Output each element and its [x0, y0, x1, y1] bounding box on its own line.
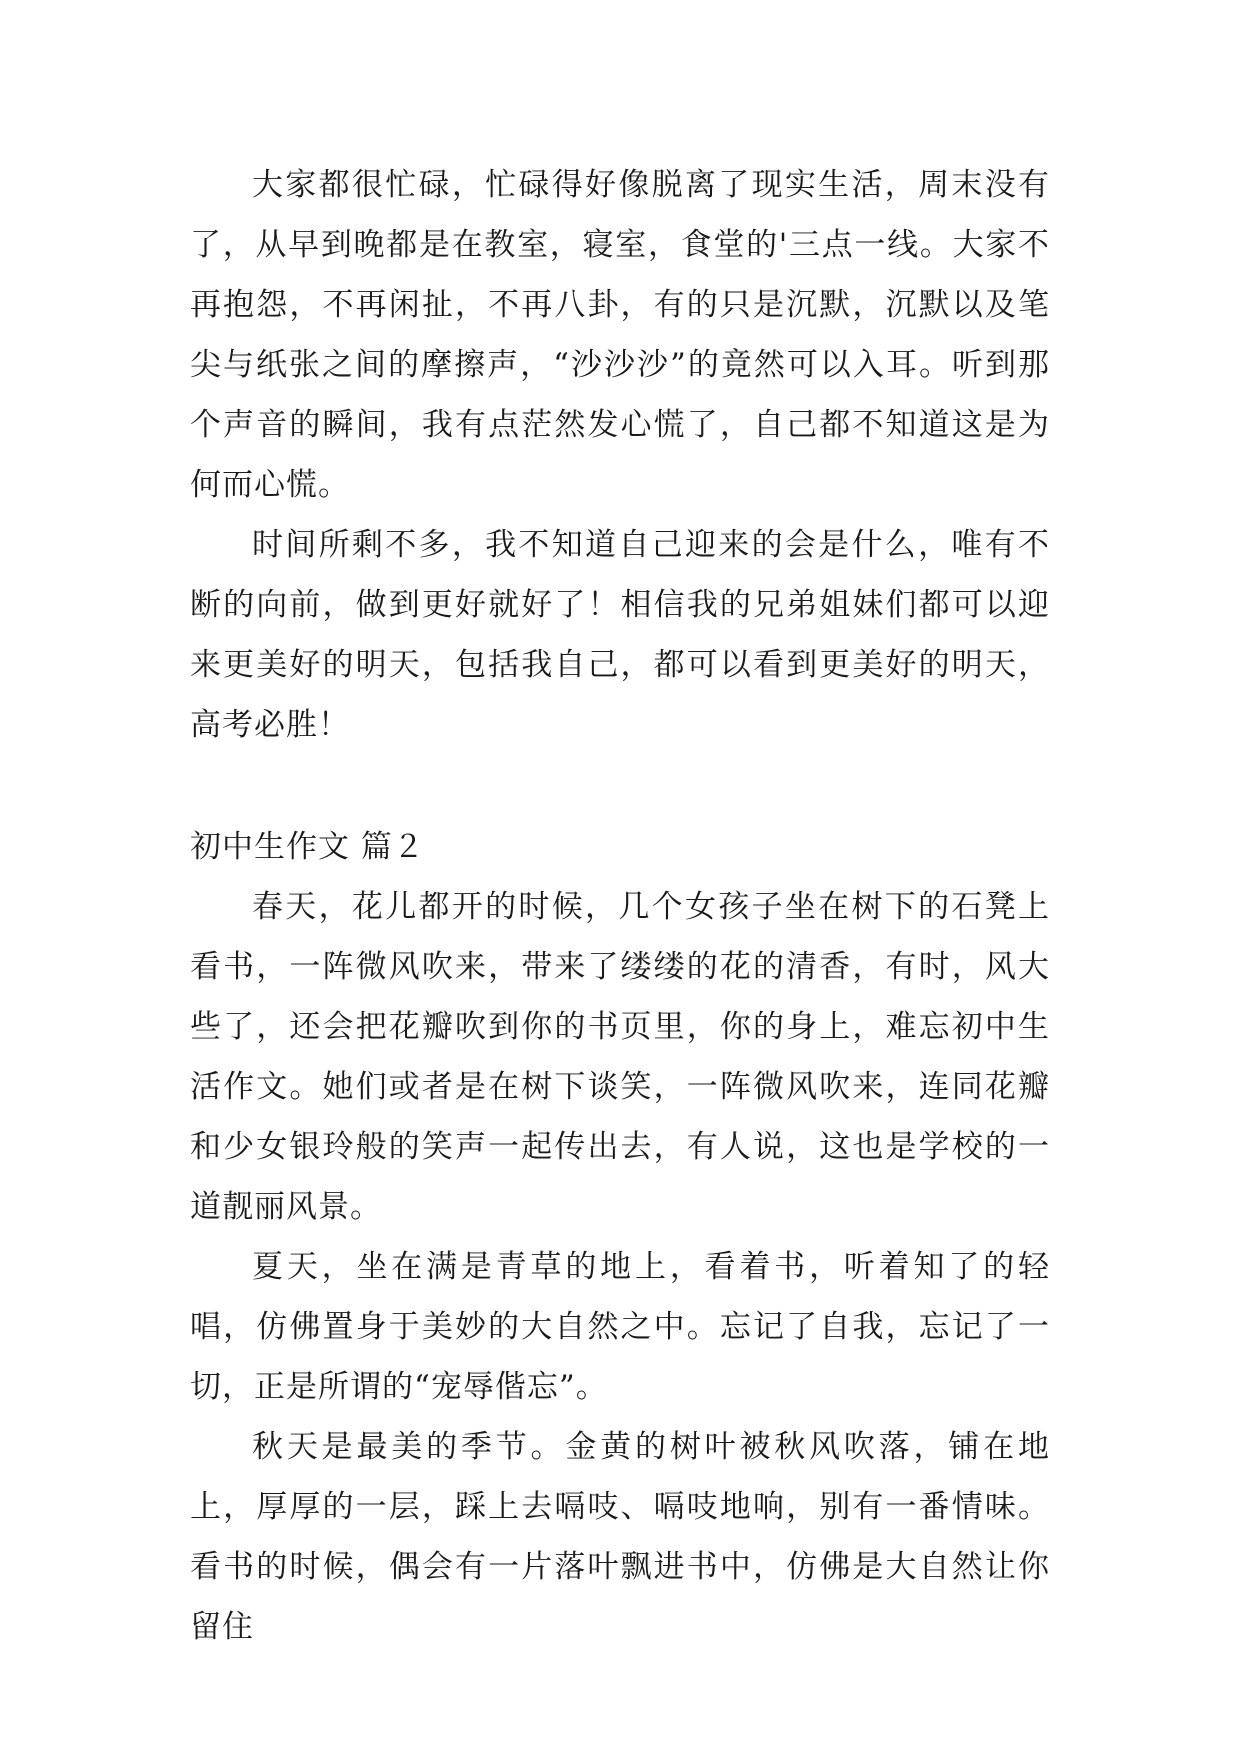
document-body [190, 155, 1050, 1657]
paragraph: 秋天是最美的季节。金黄的树叶被秋风吹落，铺在地上，厚厚的一层，踩上去嗝吱、嗝吱地响，别有一番情味。看书的时候，偶会有一片落叶飘进书中，仿佛是大自然让你留住 [190, 1429, 1050, 1645]
paragraph: 时间所剩不多，我不知道自己迎来的会是什么，唯有不断的向前，做到更好就好了！相信我的兄弟姐妹们都可以迎来更美好的明天，包括我自己，都可以看到更美好的明天，高考必胜！ [190, 527, 1050, 743]
paragraph: 春天，花儿都开的时候，几个女孩子坐在树下的石凳上看书，一阵微风吹来，带来了缕缕的花的清香，有时，风大些了，还会把花瓣吹到你的书页里，你的身上，难忘初中生活作文。她们或者是在树下谈笑，一阵微风吹来，连同花瓣和少女银玲般的笑声一起传出去，有人说，这也是学校的一道靓丽风景。 [190, 889, 1050, 1225]
section-heading: 初中生作文 篇２ [190, 829, 425, 865]
paragraph: 大家都很忙碌，忙碌得好像脱离了现实生活，周末没有了，从早到晚都是在教室，寝室，食堂的'三点一线。大家不再抱怨，不再闲扯，不再八卦，有的只是沉默，沉默以及笔尖与纸张之间的摩擦声，“沙沙沙”的竟然可以入耳。听到那个声音的瞬间，我有点茫然发心慌了，自己都不知道这是为何而心慌。 [190, 167, 1050, 503]
paragraph: 夏天，坐在满是青草的地上，看着书，听着知了的轻唱，仿佛置身于美妙的大自然之中。忘记了自我，忘记了一切，正是所谓的“宠辱偕忘”。 [190, 1249, 1050, 1405]
